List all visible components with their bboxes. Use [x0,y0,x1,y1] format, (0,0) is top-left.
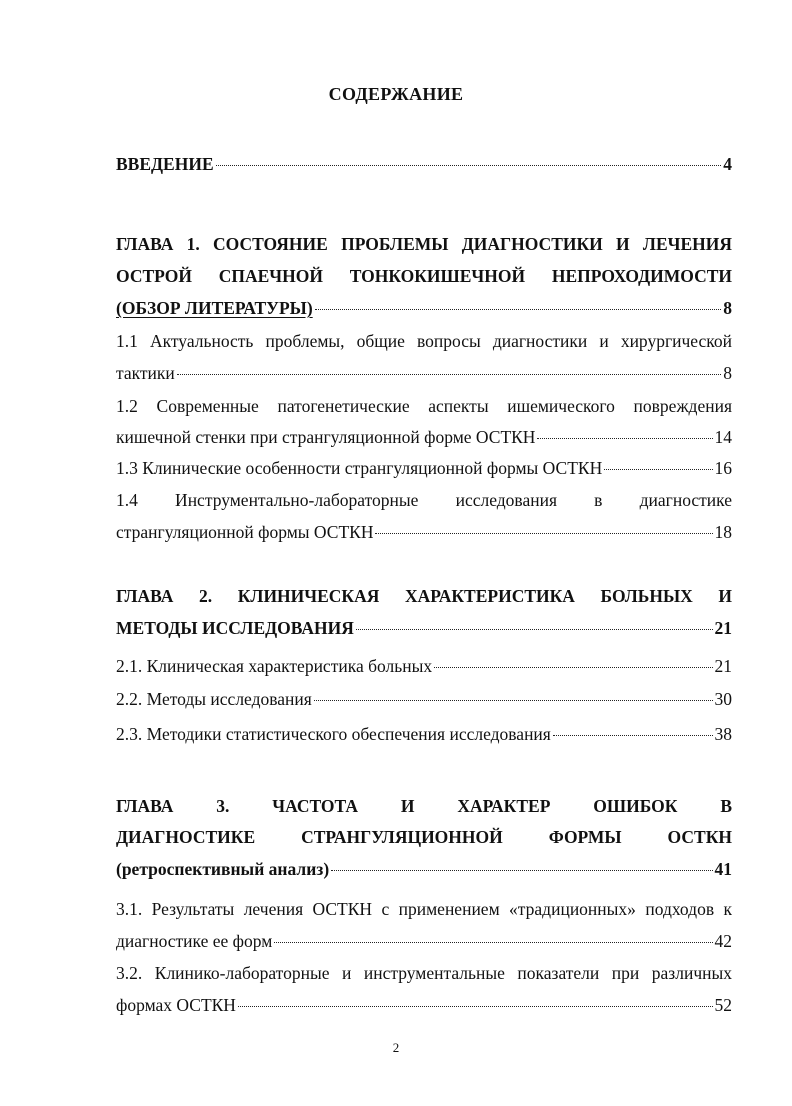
toc-section-1-2-line-2[interactable] [116,426,732,448]
toc-section-2-2[interactable] [116,688,732,710]
toc-page-number: 38 [714,724,732,744]
dot-leader [604,468,712,470]
toc-entry-label: диагностике ее форм [116,931,273,951]
toc-page-number: 16 [714,458,732,478]
toc-section-2-3[interactable] [116,723,732,745]
toc-page-number: 21 [714,656,732,676]
dot-leader [177,373,721,375]
toc-page-number: 18 [714,522,732,542]
toc-page-number: 4 [723,154,732,174]
toc-entry-label: 1.3 Клинические особенности странгуляционной формы ОСТКН [116,458,603,478]
dot-leader [331,869,712,871]
toc-entry-intro[interactable] [116,153,732,175]
toc-chapter-1-line-2[interactable]: ОСТРОЙ СПАЕЧНОЙ ТОНКОКИШЕЧНОЙ НЕПРОХОДИМОСТИ [116,266,732,286]
toc-title: СОДЕРЖАНИЕ [328,84,464,104]
page-number: 2 [392,1040,400,1055]
toc-entry-label: МЕТОДЫ ИССЛЕДОВАНИЯ [116,618,354,638]
toc-page-number: 8 [723,363,732,383]
dot-leader [238,1005,713,1007]
toc-page-number: 8 [723,298,732,318]
toc-entry-label: тактики [116,363,175,383]
toc-section-3-1-line-2[interactable] [116,930,732,952]
toc-page-number: 30 [714,689,732,709]
toc-section-1-4-line-1[interactable]: 1.4 Инструментально-лабораторные исследования в диагностике [116,490,732,510]
toc-chapter-3-line-1[interactable]: ГЛАВА 3. ЧАСТОТА И ХАРАКТЕР ОШИБОК В [116,796,732,816]
toc-section-1-4-line-2[interactable] [116,521,732,543]
toc-entry-label: странгуляционной формы ОСТКН [116,522,374,542]
toc-page-number: 52 [714,995,732,1015]
toc-section-1-1-line-2[interactable] [116,362,732,384]
toc-chapter-1-line-1[interactable]: ГЛАВА 1. СОСТОЯНИЕ ПРОБЛЕМЫ ДИАГНОСТИКИ И ЛЕЧЕНИЯ [116,234,732,254]
toc-entry-label: ВВЕДЕНИЕ [116,154,214,174]
toc-entry-label: 2.1. Клиническая характеристика больных [116,656,433,676]
dot-leader [315,308,722,310]
toc-entry-label: (ОБЗОР ЛИТЕРАТУРЫ) [116,298,313,318]
dot-leader [356,628,713,630]
dot-leader [314,699,713,701]
toc-chapter-3-line-3[interactable] [116,858,732,880]
toc-chapter-2-line-1[interactable]: ГЛАВА 2. КЛИНИЧЕСКАЯ ХАРАКТЕРИСТИКА БОЛЬНЫХ И [116,586,732,606]
toc-section-3-2-line-1[interactable]: 3.2. Клинико-лабораторные и инструментальные показатели при различных [116,963,732,983]
toc-entry-label: (ретроспективный анализ) [116,859,330,879]
toc-entry-label: кишечной стенки при странгуляционной форме ОСТКН [116,427,536,447]
dot-leader [434,666,712,668]
toc-section-1-2-line-1[interactable]: 1.2 Современные патогенетические аспекты ишемического повреждения [116,396,732,416]
toc-entry-label: 2.3. Методики статистического обеспечения исследования [116,724,551,744]
toc-chapter-2-line-2[interactable] [116,617,732,639]
toc-page-number: 42 [714,931,732,951]
toc-section-2-1[interactable] [116,655,732,677]
toc-section-3-1-line-1[interactable]: 3.1. Результаты лечения ОСТКН с применением «традиционных» подходов к [116,899,732,919]
dot-leader [216,164,722,166]
toc-section-3-2-line-2[interactable] [116,994,732,1016]
toc-chapter-1-line-3[interactable] [116,297,732,319]
dot-leader [537,437,712,439]
toc-entry-label: 2.2. Методы исследования [116,689,312,709]
dot-leader [553,734,713,736]
dot-leader [375,532,712,534]
toc-chapter-3-line-2[interactable]: ДИАГНОСТИКЕ СТРАНГУЛЯЦИОННОЙ ФОРМЫ ОСТКН [116,827,732,847]
toc-section-1-1-line-1[interactable]: 1.1 Актуальность проблемы, общие вопросы диагностики и хирургической [116,331,732,351]
toc-entry-label: формах ОСТКН [116,995,236,1015]
toc-page-number: 14 [714,427,732,447]
toc-page-number: 41 [714,859,732,879]
dot-leader [274,941,712,943]
toc-page-number: 21 [714,618,732,638]
toc-section-1-3[interactable] [116,457,732,479]
